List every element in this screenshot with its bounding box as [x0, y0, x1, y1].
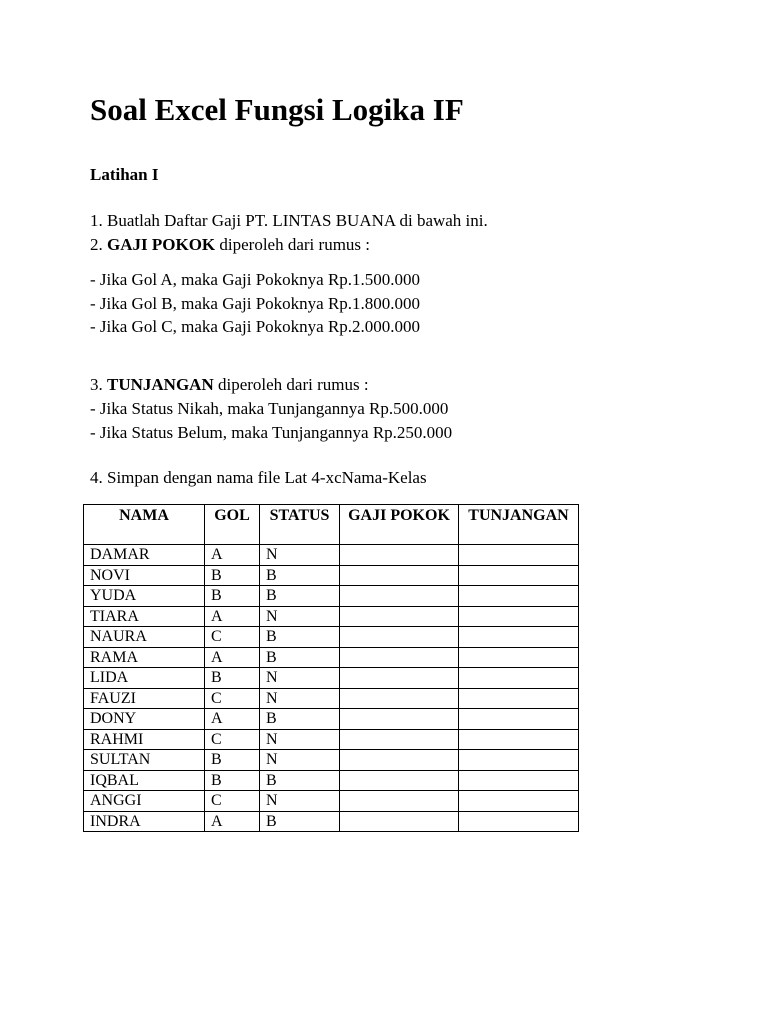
cell-status: N — [260, 688, 340, 709]
instruction-3-number: 3. — [90, 375, 107, 394]
cell-tunjangan — [459, 668, 579, 689]
cell-gaji-pokok — [340, 647, 459, 668]
table-row — [84, 750, 579, 771]
cell-status: N — [260, 606, 340, 627]
cell-nama: YUDA — [84, 586, 205, 607]
cell-nama: INDRA — [84, 811, 205, 832]
cell-nama: ANGGI — [84, 791, 205, 812]
cell-gol: A — [205, 709, 260, 730]
gaji-rule: - Jika Gol C, maka Gaji Pokoknya Rp.2.000.000 — [90, 317, 421, 336]
cell-tunjangan — [459, 729, 579, 750]
cell-status: B — [260, 627, 340, 648]
cell-status: N — [260, 668, 340, 689]
cell-gol: A — [205, 545, 260, 566]
tunjangan-rule: - Jika Status Nikah, maka Tunjangannya Rp.500.000 — [90, 399, 449, 418]
cell-status: N — [260, 545, 340, 566]
cell-gaji-pokok — [340, 565, 459, 586]
instruction-2 — [90, 235, 370, 255]
instruction-2-keyword: GAJI POKOK — [107, 235, 216, 254]
instruction-3-keyword: TUNJANGAN — [107, 375, 214, 394]
cell-tunjangan — [459, 545, 579, 566]
salary-table — [83, 504, 579, 832]
column-header-status: STATUS — [260, 505, 340, 545]
cell-tunjangan — [459, 627, 579, 648]
cell-nama: RAHMI — [84, 729, 205, 750]
table-row — [84, 811, 579, 832]
instruction-2-text: diperoleh dari rumus : — [215, 235, 371, 254]
cell-gaji-pokok — [340, 811, 459, 832]
instruction-3 — [90, 375, 369, 395]
cell-status: B — [260, 565, 340, 586]
cell-nama: TIARA — [84, 606, 205, 627]
cell-tunjangan — [459, 770, 579, 791]
cell-gaji-pokok — [340, 627, 459, 648]
cell-nama: FAUZI — [84, 688, 205, 709]
cell-gol: C — [205, 791, 260, 812]
cell-status: B — [260, 770, 340, 791]
cell-gaji-pokok — [340, 668, 459, 689]
cell-gol: C — [205, 729, 260, 750]
cell-status: B — [260, 647, 340, 668]
cell-gaji-pokok — [340, 606, 459, 627]
cell-gol: A — [205, 647, 260, 668]
table-row — [84, 606, 579, 627]
instruction-4: 4. Simpan dengan nama file Lat 4-xcNama-Kelas — [90, 468, 427, 487]
cell-tunjangan — [459, 606, 579, 627]
cell-status: B — [260, 811, 340, 832]
cell-status: N — [260, 791, 340, 812]
cell-gol: B — [205, 565, 260, 586]
cell-gol: C — [205, 627, 260, 648]
instruction-2-number: 2. — [90, 235, 107, 254]
cell-tunjangan — [459, 709, 579, 730]
table-row — [84, 770, 579, 791]
cell-status: N — [260, 750, 340, 771]
cell-gol: B — [205, 668, 260, 689]
table-row — [84, 627, 579, 648]
cell-tunjangan — [459, 647, 579, 668]
cell-gol: C — [205, 688, 260, 709]
cell-gol: B — [205, 586, 260, 607]
cell-nama: NOVI — [84, 565, 205, 586]
cell-nama: LIDA — [84, 668, 205, 689]
column-header-tunjangan: TUNJANGAN — [459, 505, 579, 545]
section-heading: Latihan I — [90, 165, 159, 184]
instruction-1: 1. Buatlah Daftar Gaji PT. LINTAS BUANA di bawah ini. — [90, 211, 488, 230]
cell-tunjangan — [459, 791, 579, 812]
cell-gol: B — [205, 770, 260, 791]
gaji-rule: - Jika Gol B, maka Gaji Pokoknya Rp.1.800.000 — [90, 294, 421, 313]
gaji-rule: - Jika Gol A, maka Gaji Pokoknya Rp.1.500.000 — [90, 270, 421, 289]
cell-nama: DONY — [84, 709, 205, 730]
instruction-3-text: diperoleh dari rumus : — [213, 375, 369, 394]
cell-gaji-pokok — [340, 750, 459, 771]
table-row — [84, 668, 579, 689]
cell-gaji-pokok — [340, 709, 459, 730]
cell-gol: B — [205, 750, 260, 771]
column-header-nama: NAMA — [84, 505, 205, 545]
cell-tunjangan — [459, 586, 579, 607]
cell-tunjangan — [459, 811, 579, 832]
page-title: Soal Excel Fungsi Logika IF — [90, 92, 464, 127]
cell-nama: DAMAR — [84, 545, 205, 566]
cell-gaji-pokok — [340, 791, 459, 812]
cell-gol: A — [205, 606, 260, 627]
table-row — [84, 729, 579, 750]
cell-status: N — [260, 729, 340, 750]
cell-nama: RAMA — [84, 647, 205, 668]
cell-nama: SULTAN — [84, 750, 205, 771]
table-row — [84, 688, 579, 709]
cell-gaji-pokok — [340, 770, 459, 791]
table-row — [84, 586, 579, 607]
cell-tunjangan — [459, 565, 579, 586]
cell-nama: IQBAL — [84, 770, 205, 791]
tunjangan-rule: - Jika Status Belum, maka Tunjangannya Rp.250.000 — [90, 423, 453, 442]
table-row — [84, 791, 579, 812]
cell-nama: NAURA — [84, 627, 205, 648]
cell-tunjangan — [459, 750, 579, 771]
table-row — [84, 565, 579, 586]
table-row — [84, 545, 579, 566]
table-row — [84, 709, 579, 730]
cell-gaji-pokok — [340, 688, 459, 709]
cell-tunjangan — [459, 688, 579, 709]
cell-status: B — [260, 586, 340, 607]
cell-status: B — [260, 709, 340, 730]
cell-gaji-pokok — [340, 586, 459, 607]
cell-gaji-pokok — [340, 729, 459, 750]
table-header-row — [84, 505, 579, 545]
column-header-gaji-pokok: GAJI POKOK — [340, 505, 459, 545]
column-header-gol: GOL — [205, 505, 260, 545]
table-row — [84, 647, 579, 668]
cell-gaji-pokok — [340, 545, 459, 566]
cell-gol: A — [205, 811, 260, 832]
